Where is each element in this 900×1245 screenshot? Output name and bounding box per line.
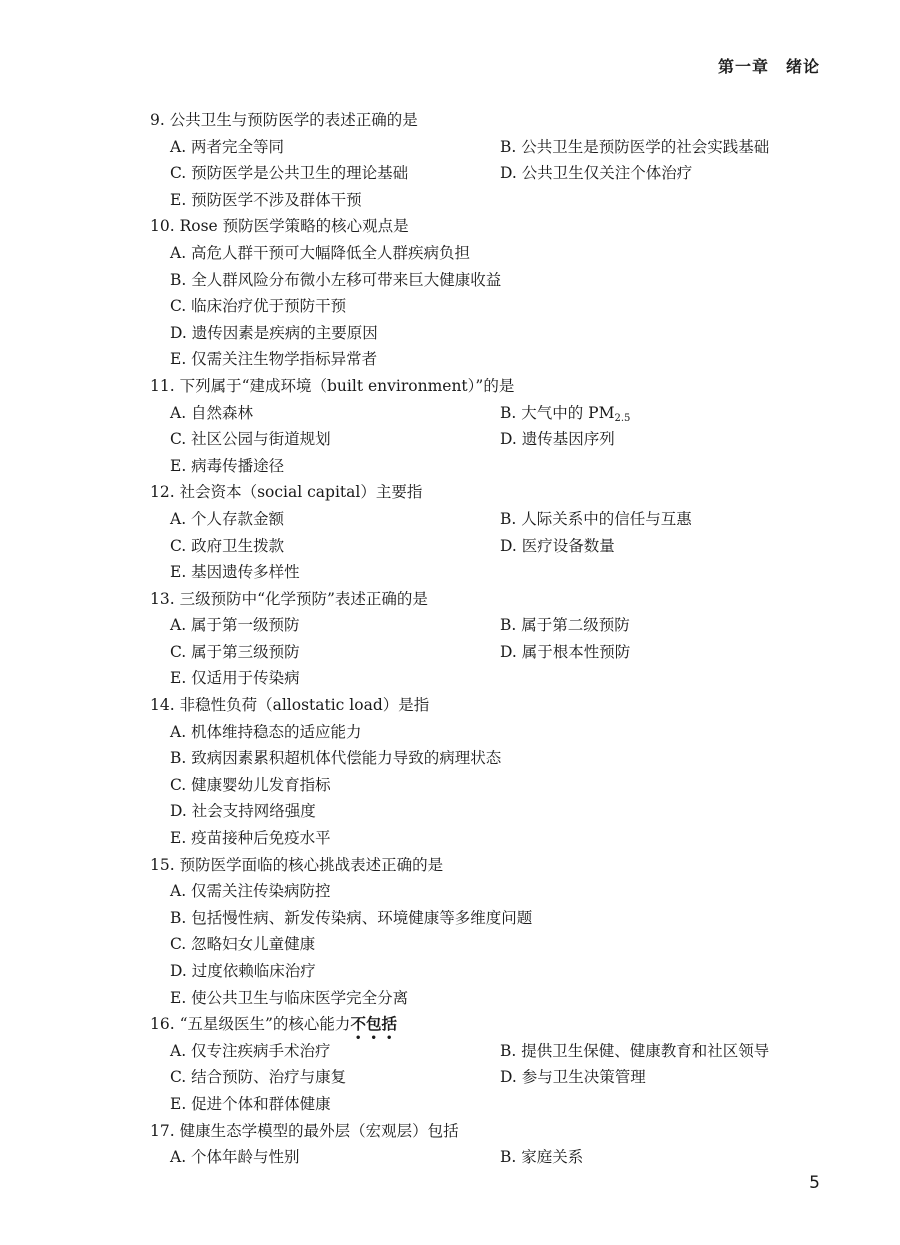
question-stem: 9. 公共卫生与预防医学的表述正确的是 <box>150 111 418 129</box>
option-b <box>500 400 830 427</box>
option-row <box>150 240 830 267</box>
option-row <box>150 905 830 932</box>
option-b: B. 属于第二级预防 <box>500 616 630 635</box>
option-e: E. 仅适用于传染病 <box>170 669 300 688</box>
option-b: B. 全人群风险分布微小左移可带来巨大健康收益 <box>170 270 502 289</box>
option-a: A. 个人存款金额 <box>170 509 285 528</box>
option-row <box>150 267 830 294</box>
option-c: C. 结合预防、治疗与康复 <box>170 1068 347 1087</box>
emphasis-label: 不包括 <box>350 1015 397 1034</box>
option-row <box>150 426 830 453</box>
option-e: E. 病毒传播途径 <box>170 456 285 475</box>
option-row <box>150 798 830 825</box>
question-list <box>150 107 830 1171</box>
question-stem-text: 16. “五星级医生”的核心能力 <box>150 1015 351 1034</box>
question-stem: 15. 预防医学面临的核心挑战表述正确的是 <box>150 855 444 874</box>
option-d: D. 医疗设备数量 <box>500 536 615 555</box>
option-e: E. 促进个体和群体健康 <box>170 1094 331 1113</box>
option-e: E. 预防医学不涉及群体干预 <box>170 190 362 209</box>
option-row <box>150 665 830 692</box>
option-c: C. 预防医学是公共卫生的理论基础 <box>170 164 409 183</box>
option-d: D. 公共卫生仅关注个体治疗 <box>500 164 693 183</box>
question-stem <box>150 1011 830 1045</box>
option-b: B. 人际关系中的信任与互惠 <box>500 509 692 528</box>
option-row <box>150 825 830 852</box>
page-number: 5 <box>809 1173 820 1193</box>
emphasis-text <box>350 1015 397 1045</box>
option-c: C. 政府卫生拨款 <box>170 536 285 555</box>
option-row <box>150 559 830 586</box>
option-a: A. 个体年龄与性别 <box>170 1148 300 1167</box>
option-d: D. 遗传因素是疾病的主要原因 <box>170 323 378 342</box>
option-row <box>150 346 830 373</box>
option-row <box>150 931 830 958</box>
option-a: A. 机体维持稳态的适应能力 <box>170 722 362 741</box>
option-a: A. 仅需关注传染病防控 <box>170 882 331 901</box>
option-row <box>150 400 830 427</box>
option-b: B. 家庭关系 <box>500 1148 584 1167</box>
option-row <box>150 533 830 560</box>
option-c: C. 社区公园与街道规划 <box>170 430 331 449</box>
option-row <box>150 985 830 1012</box>
option-row <box>150 1038 830 1065</box>
option-e: E. 疫苗接种后免疫水平 <box>170 829 331 848</box>
option-row <box>150 1064 830 1091</box>
option-row <box>150 612 830 639</box>
option-e: E. 仅需关注生物学指标异常者 <box>170 350 378 369</box>
option-d: D. 参与卫生决策管理 <box>500 1068 646 1087</box>
option-d: D. 过度依赖临床治疗 <box>170 962 316 980</box>
option-b-subscript: 2.5 <box>614 412 631 424</box>
option-row <box>150 878 830 905</box>
option-row <box>150 187 830 214</box>
option-b: B. 致病因素累积超机体代偿能力导致的病理状态 <box>170 749 502 768</box>
option-d: D. 属于根本性预防 <box>500 642 631 661</box>
option-row <box>150 639 830 666</box>
emphasis-dots: • • • <box>354 1033 393 1045</box>
question-stem: 12. 社会资本（social capital）主要指 <box>150 483 423 502</box>
option-row <box>150 745 830 772</box>
question-stem: 10. Rose 预防医学策略的核心观点是 <box>150 217 409 236</box>
option-row <box>150 506 830 533</box>
chapter-title: 第一章 绪论 <box>717 57 820 76</box>
question-stem: 13. 三级预防中“化学预防”表述正确的是 <box>150 589 428 608</box>
option-e: E. 基因遗传多样性 <box>170 563 300 582</box>
option-a: A. 高危人群干预可大幅降低全人群疾病负担 <box>170 243 471 262</box>
option-c: C. 属于第三级预防 <box>170 642 300 661</box>
option-c: C. 忽略妇女儿童健康 <box>170 935 316 954</box>
question-stem: 14. 非稳性负荷（allostatic load）是指 <box>150 696 430 715</box>
option-row <box>150 719 830 746</box>
option-row <box>150 293 830 320</box>
question-stem: 17. 健康生态学模型的最外层（宏观层）包括 <box>150 1121 459 1140</box>
option-b-text: B. 大气中的 PM <box>500 403 615 422</box>
option-row <box>150 453 830 480</box>
option-c: C. 临床治疗优于预防干预 <box>170 297 347 316</box>
option-e: E. 使公共卫生与临床医学完全分离 <box>170 988 409 1007</box>
option-a: A. 两者完全等同 <box>170 137 285 156</box>
option-row <box>150 772 830 799</box>
option-a: A. 属于第一级预防 <box>170 616 300 635</box>
option-a: A. 仅专注疾病手术治疗 <box>170 1041 331 1060</box>
option-a: A. 自然森林 <box>170 403 254 422</box>
option-row <box>150 1144 830 1171</box>
option-b: B. 包括慢性病、新发传染病、环境健康等多维度问题 <box>170 908 533 927</box>
option-d: D. 遗传基因序列 <box>500 430 615 449</box>
question-stem: 11. 下列属于“建成环境（built environment）”的是 <box>150 376 515 395</box>
option-row <box>150 134 830 161</box>
option-b: B. 公共卫生是预防医学的社会实践基础 <box>500 137 770 156</box>
option-b: B. 提供卫生保健、健康教育和社区领导 <box>500 1041 770 1060</box>
option-row <box>150 1091 830 1118</box>
option-c: C. 健康婴幼儿发育指标 <box>170 775 331 794</box>
option-row <box>150 958 830 985</box>
option-row <box>150 320 830 347</box>
option-row <box>150 160 830 187</box>
option-d: D. 社会支持网络强度 <box>170 802 316 821</box>
